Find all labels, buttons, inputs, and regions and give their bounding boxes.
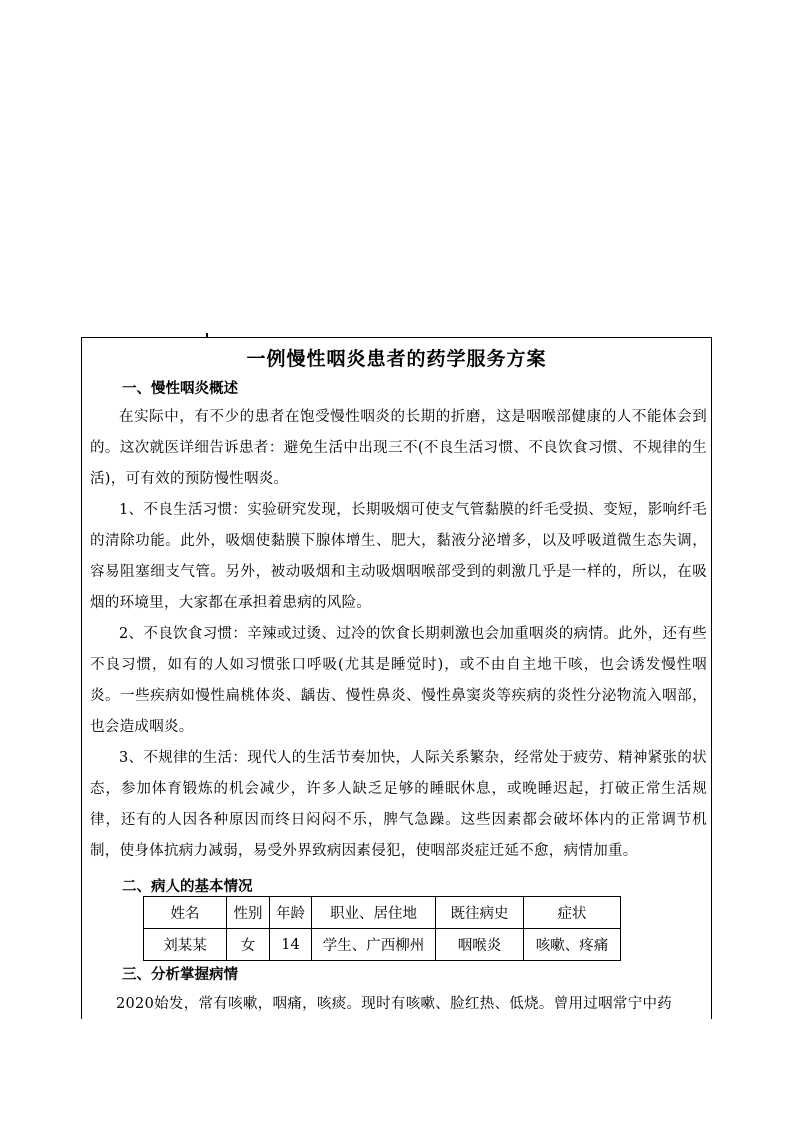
table-header-cell: 既往病史 xyxy=(436,897,524,929)
table-header-cell: 职业、居住地 xyxy=(312,897,436,929)
table-header-cell: 性别 xyxy=(227,897,270,929)
section2-heading: 二、病人的基本情况 xyxy=(122,879,253,895)
section1-paragraph-1: 在实际中，有不少的患者在饱受慢性咽炎的长期的折磨，这是咽喉部健康的人不能体会到的。这次就医详细告诉患者：避免生活中出现三不(不良生活习惯、不良饮食习惯、不规律的生活)，可有效的预防慢性咽炎。 xyxy=(90,409,707,487)
table-header-row xyxy=(144,897,621,929)
document-title: 一例慢性咽炎患者的药学服务方案 xyxy=(246,348,547,370)
table-header-cell: 姓名 xyxy=(144,897,227,929)
section1-paragraph-4: 3、不规律的生活：现代人的生活节奏加快，人际关系繁杂，经常处于疲劳、精神紧张的状态，参加体育锻炼的机会减少，许多人缺乏足够的睡眠休息，或晚睡迟起，打破正常生活规律，还有的人因各种原因而终日闷闷不乐，脾气急躁。这些因素都会破坏体内的正常调节机制，使身体抗病力减弱，易受外界致病因素侵犯，使咽部炎症迁延不愈，病情加重。 xyxy=(90,750,707,859)
table-cell: 14 xyxy=(270,929,312,961)
section1-heading: 一、慢性咽炎概述 xyxy=(122,381,238,397)
table-cell: 女 xyxy=(227,929,270,961)
section1-paragraph-3: 2、不良饮食习惯：辛辣或过烫、过冷的饮食长期刺激也会加重咽炎的病情。此外，还有些不良习惯，如有的人如习惯张口呼吸(尤其是睡觉时)，或不由自主地干咳，也会诱发慢性咽炎。一些疾病如慢性扁桃体炎、龋齿、慢性鼻炎、慢性鼻窦炎等疾病的炎性分泌物流入咽部，也会造成咽炎。 xyxy=(90,626,707,735)
document-frame xyxy=(81,337,712,1019)
section3-heading: 三、分析掌握病情 xyxy=(122,967,238,983)
table-cell: 咳嗽、疼痛 xyxy=(524,929,621,961)
table-cell: 刘某某 xyxy=(144,929,227,961)
table-cell: 学生、广西柳州 xyxy=(312,929,436,961)
table-header-cell: 年龄 xyxy=(270,897,312,929)
table-cell: 咽喉炎 xyxy=(436,929,524,961)
section1-paragraph-2: 1、不良生活习惯：实验研究发现，长期吸烟可使支气管黏膜的纤毛受损、变短，影响纤毛的清除功能。此外，吸烟使黏膜下腺体增生、肥大，黏液分泌增多，以及呼吸道微生态失调，容易阻塞细支气管。另外，被动吸烟和主动吸烟咽喉部受到的刺激几乎是一样的，所以，在吸烟的环境里，大家都在承担着患病的风险。 xyxy=(90,502,707,611)
table-header-cell: 症状 xyxy=(524,897,621,929)
patient-info-table xyxy=(143,896,621,961)
section3-text: 2020始发，常有咳嗽，咽痛，咳痰。现时有咳嗽、脸红热、低烧。曾用过咽常宁中药 xyxy=(116,996,673,1012)
table-row xyxy=(144,929,621,961)
